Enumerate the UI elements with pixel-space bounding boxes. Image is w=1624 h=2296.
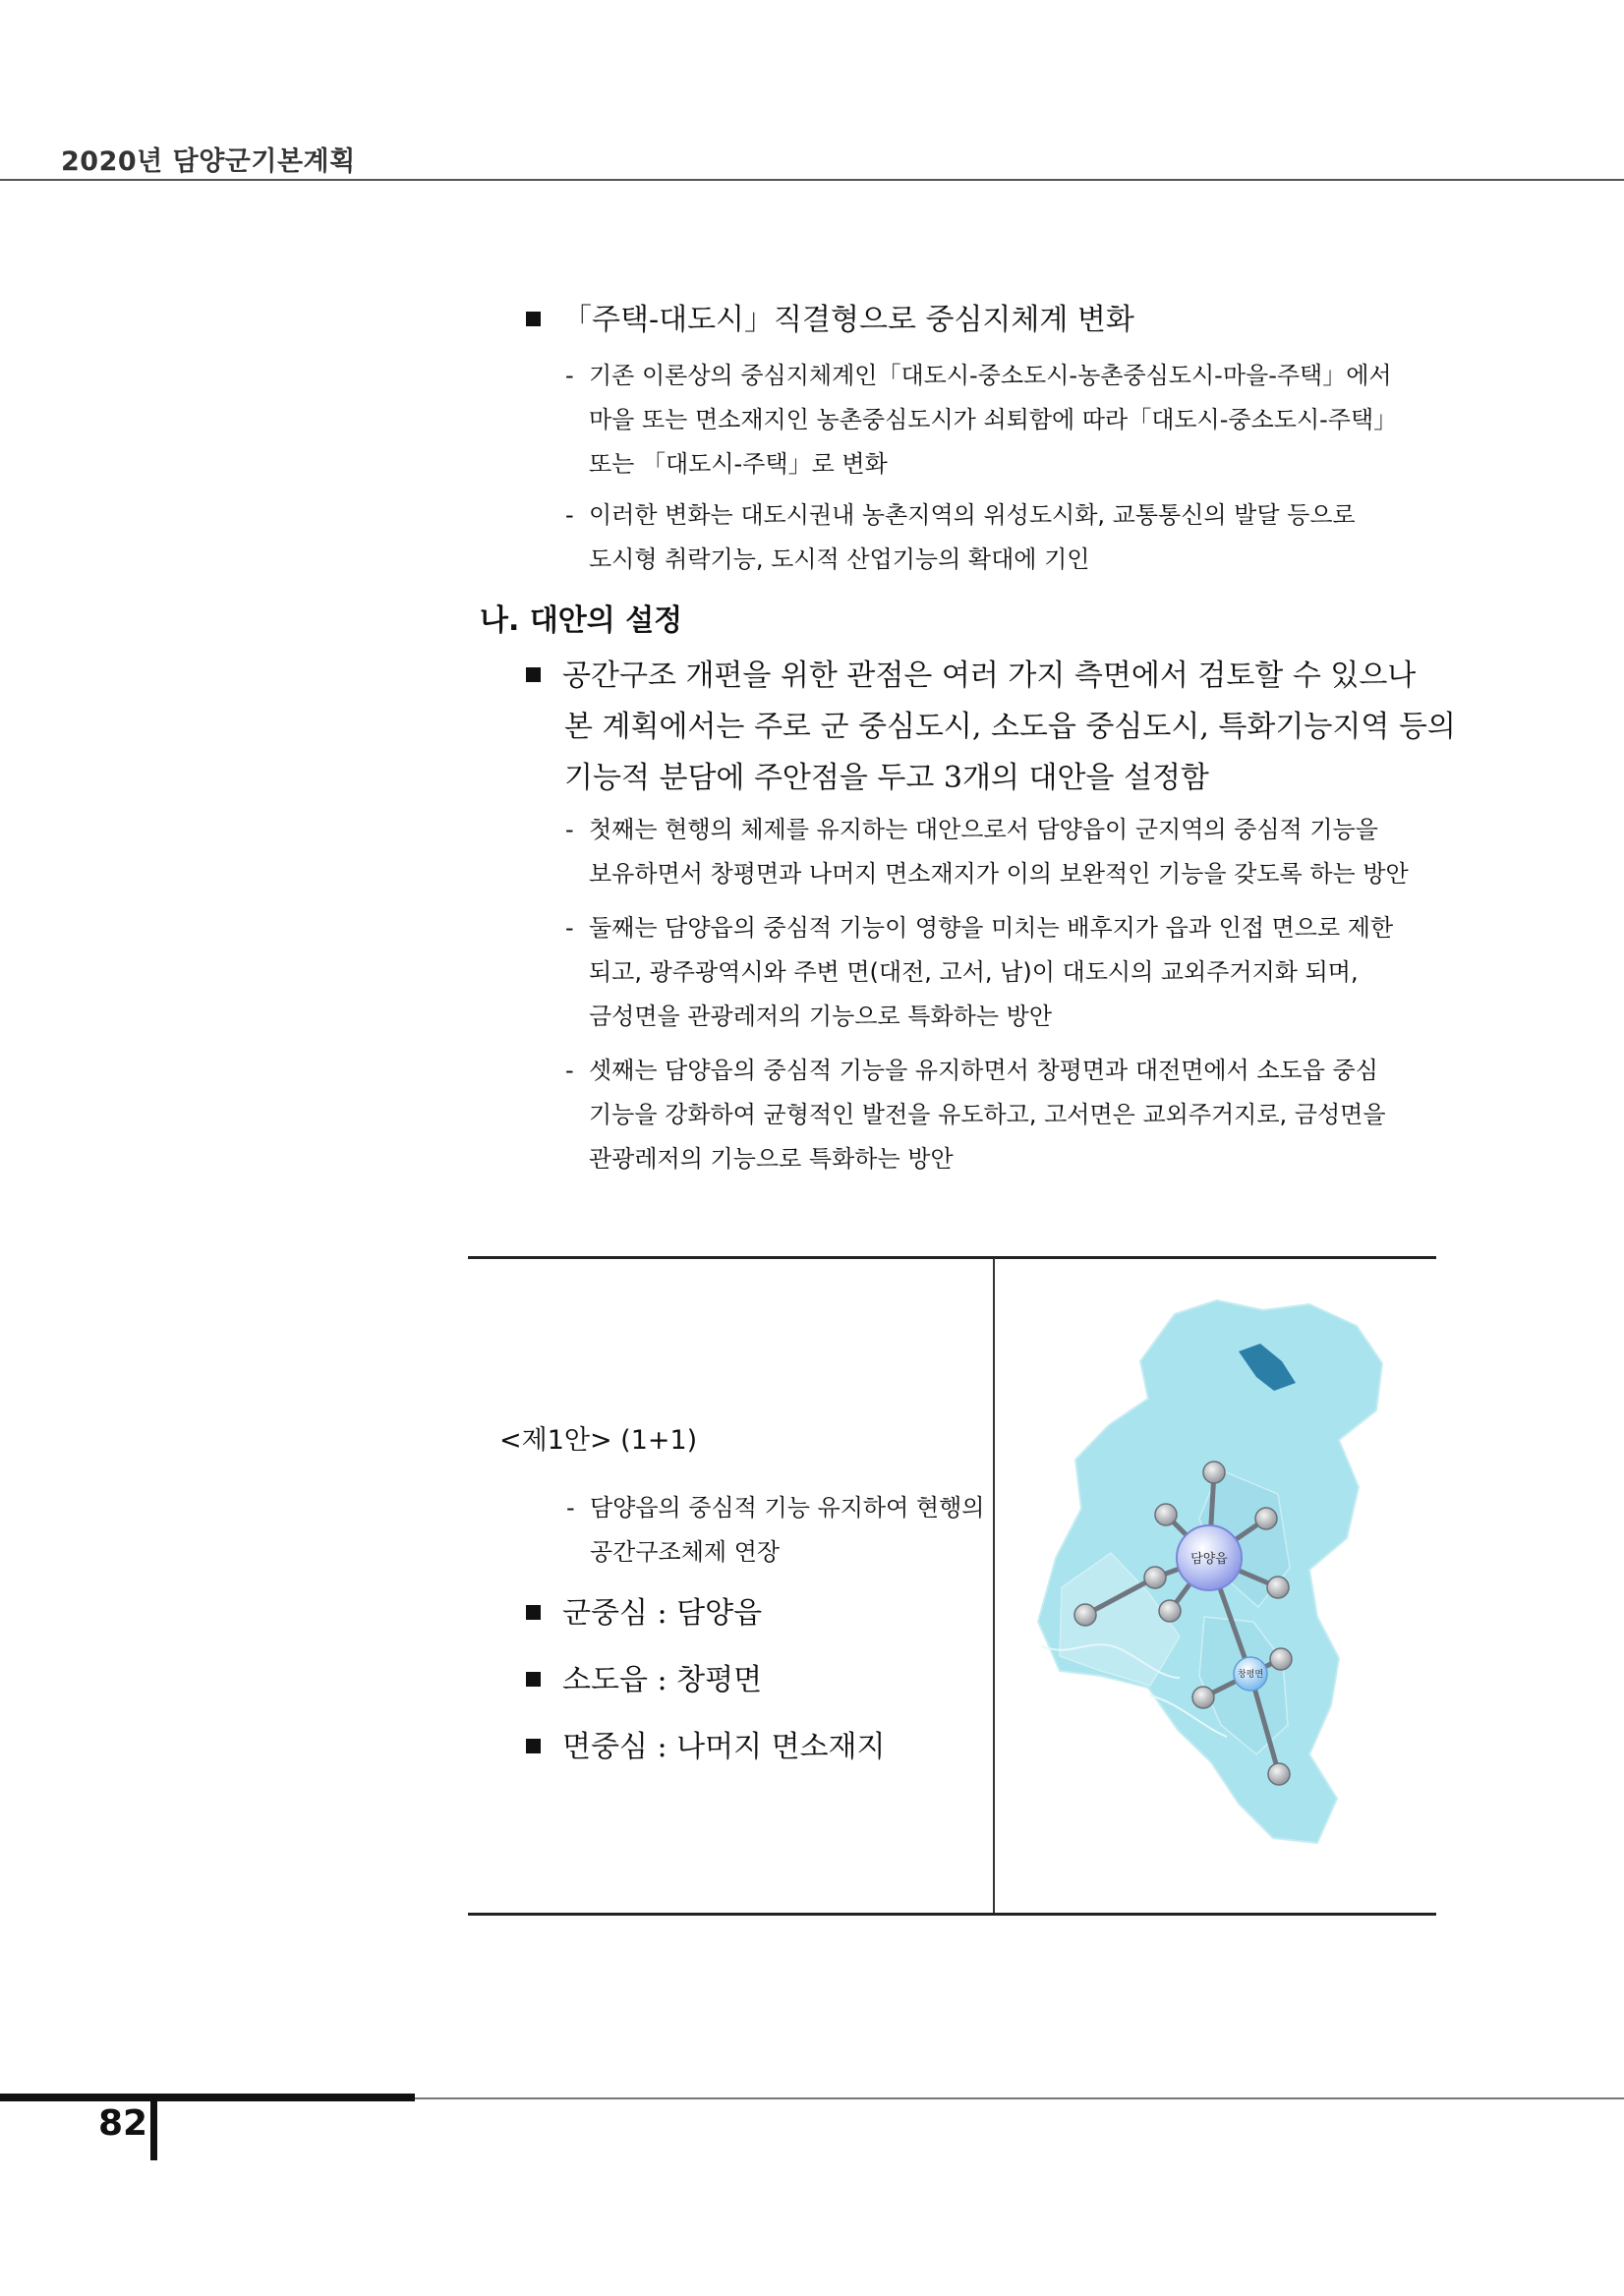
bullet-paragraph [526, 651, 1456, 804]
dash-line: 둘째는 담양읍의 중심적 기능이 영향을 미치는 배후지가 읍과 인접 면으로 제한 [589, 914, 1394, 942]
page-number: 82 [98, 2103, 148, 2144]
dash-line: 이러한 변화는 대도시권내 농촌지역의 위성도시화, 교통통신의 발달 등으로 [589, 501, 1356, 529]
dash-line: 도시형 취락기능, 도시적 산업기능의 확대에 기인 [589, 545, 1090, 573]
table-column-divider [993, 1258, 995, 1914]
square-bullet-icon [526, 312, 541, 326]
dash-marker: - [565, 1057, 574, 1084]
dash-item [565, 1049, 1386, 1181]
dash-line: 보유하면서 창평면과 나머지 면소재지가 이의 보완적인 기능을 갖도록 하는 방안 [589, 860, 1409, 888]
dash-line: 금성면을 관광레저의 기능으로 특화하는 방안 [589, 1003, 1053, 1030]
dash-marker: - [565, 501, 574, 529]
dash-line: 기존 이론상의 중심지체계인「대도시-중소도시-농촌중심도시-마을-주택」에서 [589, 362, 1392, 389]
dash-marker: - [565, 914, 574, 942]
section-heading: 나. 대안의 설정 [480, 603, 683, 638]
dash-item [565, 493, 1356, 582]
dash-line: 셋째는 담양읍의 중심적 기능을 유지하면서 창평면과 대전면에서 소도읍 중심 [589, 1057, 1378, 1084]
document-header-title: 2020년 담양군기본계획 [61, 146, 356, 177]
dash-item [565, 808, 1409, 896]
bullet-line: 기능적 분담에 주안점을 두고 3개의 대안을 설정함 [564, 761, 1209, 795]
square-bullet-icon [526, 1672, 541, 1687]
dash-line: 되고, 광주광역시와 주변 면(대전, 고서, 남)이 대도시의 교외주거지화 되며, [589, 958, 1359, 986]
page-number-bar [150, 2099, 157, 2160]
table-top-rule [468, 1256, 1436, 1259]
alternative-description [566, 1486, 985, 1575]
dash-item [565, 354, 1398, 487]
desc-line: 담양읍의 중심적 기능 유지하여 현행의 [590, 1494, 985, 1521]
alternative-item [526, 1655, 762, 1698]
bullet-line: 본 계획에서는 주로 군 중심도시, 소도읍 중심도시, 특화기능지역 등의 [564, 710, 1456, 744]
alternative-title: <제1안> (1+1) [499, 1425, 698, 1456]
dash-marker: - [565, 362, 574, 389]
alternative-item-text: 군중심 : 담양읍 [562, 1596, 763, 1631]
dash-marker: - [566, 1494, 575, 1521]
dash-line: 첫째는 현행의 체제를 유지하는 대안으로서 담양읍이 군지역의 중심적 기능을 [589, 816, 1378, 843]
bullet-line: 공간구조 개편을 위한 관점은 여러 가지 측면에서 검토할 수 있으나 [562, 659, 1417, 693]
footer-rule [415, 2097, 1624, 2099]
alternative-item-text: 소도읍 : 창평면 [562, 1663, 763, 1697]
footer-bar [0, 2094, 415, 2101]
table-bottom-rule [468, 1913, 1436, 1916]
sub-node-changpyeong [1234, 1657, 1267, 1691]
square-bullet-icon [526, 1605, 541, 1620]
bullet-heading-1 [526, 295, 1134, 338]
sub-node-label: 창평면 [1237, 1670, 1264, 1680]
dash-line: 마을 또는 면소재지인 농촌중심도시가 쇠퇴함에 따라「대도시-중소도시-주택」 [589, 406, 1398, 433]
dash-line: 관광레저의 기능으로 특화하는 방안 [589, 1145, 954, 1173]
header-divider [0, 179, 1624, 181]
spatial-structure-map [1032, 1292, 1406, 1882]
alternative-item [526, 1722, 886, 1765]
dash-line: 기능을 강화하여 균형적인 발전을 유도하고, 고서면은 교외주거지로, 금성면을 [589, 1101, 1386, 1128]
alternative-item-text: 면중심 : 나머지 면소재지 [562, 1730, 886, 1764]
dash-marker: - [565, 816, 574, 843]
main-node-label: 담양읍 [1190, 1552, 1228, 1567]
dash-line: 또는 「대도시-주택」로 변화 [589, 450, 888, 478]
square-bullet-icon [526, 1739, 541, 1753]
square-bullet-icon [526, 667, 541, 682]
alternative-item [526, 1588, 762, 1632]
main-node-damyang [1177, 1525, 1242, 1590]
desc-line: 공간구조체제 연장 [590, 1538, 781, 1566]
bullet-text: 「주택-대도시」직결형으로 중심지체계 변화 [562, 303, 1134, 337]
dash-item [565, 906, 1394, 1039]
